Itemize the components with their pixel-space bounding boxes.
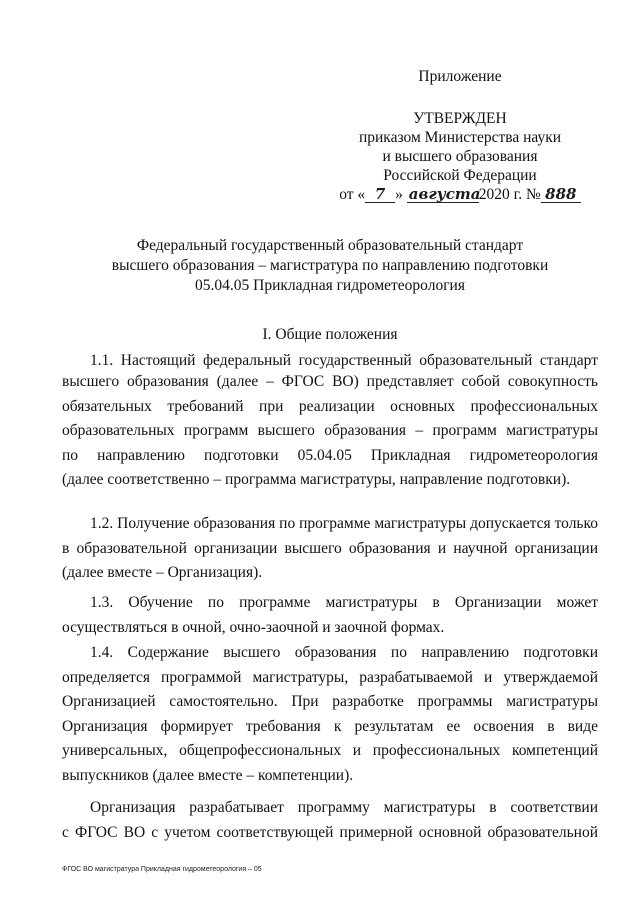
handwritten-day: 7	[365, 187, 395, 203]
paragraph-1-2: 1.2. Получение образования по программе магистратуры допускается только в образовательной организации высшего образования и научной организации (далее вместе – Организация).	[62, 515, 598, 582]
page-footer: ФГОС ВО магистратура Прикладная гидрометеорология – 05	[62, 866, 262, 873]
handwritten-number: 888	[541, 187, 581, 203]
order-line-3: Российской Федерации	[383, 167, 537, 184]
order-line-2: и высшего образования	[382, 148, 538, 165]
approval-block	[320, 109, 600, 204]
document-title: Федеральный государственный образовательный стандарт высшего образования – магистратура по направлению подготовки 05.04.05 Прикладная гидрометеорология	[111, 237, 549, 294]
order-date-line: от « 7 » августа2020 г. № 888	[320, 185, 600, 204]
paragraph-1-3: 1.3. Обучение по программе магистратуры в Организации может осуществляться в очной, очно-заочной и заочной формах.	[62, 594, 598, 636]
handwritten-month: августа	[408, 185, 481, 203]
order-line-1: приказом Министерства науки	[358, 129, 562, 146]
paragraph-org-develops: Организация разрабатывает программу магистратуры в соответствии с ФГОС ВО с учетом соответствующей примерной основной образовательной	[62, 799, 598, 841]
paragraph-1-4: 1.4. Содержание высшего образования по направлению подготовки определяется программой магистратуры, разрабатываемой и утверждаемой Организацией самостоятельно. При разработке программы магистратуры Организация формирует требования к результатам ее освоения в виде универсальных, общепрофессиональных и профессиональных компетенций выпускников (далее вместе – компетенции).	[62, 644, 598, 784]
section-heading: I. Общие положения	[262, 326, 398, 343]
approved-heading: УТВЕРЖДЕН	[413, 110, 507, 127]
appendix-label: Приложение	[418, 68, 502, 85]
paragraph-1-1: 1.1. Настоящий федеральный государственный образовательный стандарт высшего образования (далее – ФГОС ВО) представляет собой совокупность обязательных требований при реализации основных профессиональных образовательных программ высшего образования – программ магистратуры по направлению подготовки 05.04.05 Прикладная гидрометеорология (далее соответственно – программа магистратуры, направление подготовки).	[62, 352, 598, 489]
